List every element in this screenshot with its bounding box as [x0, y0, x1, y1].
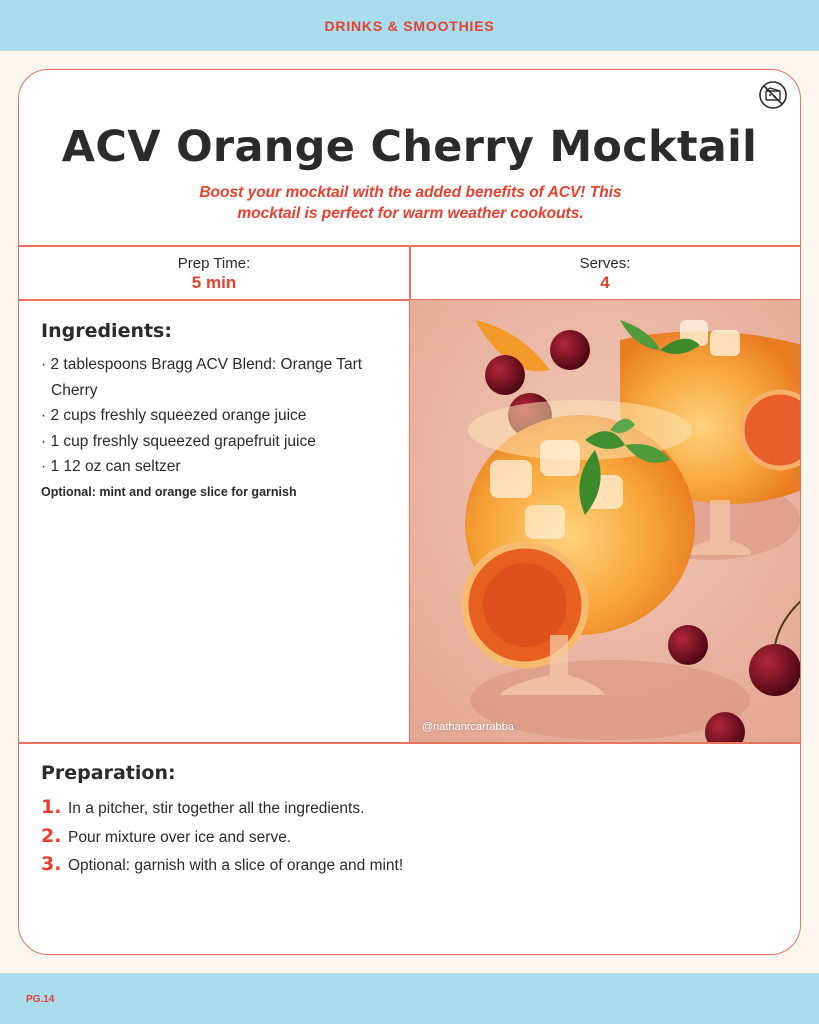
ingredient-item: · 1 cup freshly squeezed grapefruit juice — [41, 429, 401, 455]
subtitle-line: mocktail is perfect for warm weather cookouts. — [237, 205, 584, 222]
ingredient-item: · 1 12 oz can seltzer — [41, 454, 401, 480]
serves-value: 4 — [600, 273, 610, 292]
step-number: 2. — [41, 824, 62, 847]
optional-garnish-note: Optional: mint and orange slice for garnish — [41, 484, 297, 499]
footer-band — [0, 973, 819, 1024]
serves — [410, 255, 800, 293]
ingredients-heading: Ingredients: — [41, 320, 172, 342]
page-number: PG.14 — [26, 994, 55, 1005]
recipe-subtitle — [169, 182, 652, 224]
preparation-steps — [41, 794, 781, 880]
preparation-heading: Preparation: — [41, 762, 176, 784]
divider — [19, 742, 800, 744]
preparation-step — [41, 823, 781, 852]
preparation-step — [41, 794, 781, 823]
prep-time-value: 5 min — [191, 273, 237, 292]
step-text: Pour mixture over ice and serve. — [68, 828, 292, 846]
ingredients-list — [41, 352, 401, 480]
prep-time — [19, 255, 409, 293]
photo-credit: @nathanrcarrabba — [422, 721, 514, 733]
ingredient-item: · 2 cups freshly squeezed orange juice — [41, 403, 401, 429]
prep-time-label: Prep Time: — [177, 255, 251, 272]
preparation-section — [41, 762, 781, 880]
ingredient-item: · 2 tablespoons Bragg ACV Blend: Orange Tart Cherry — [41, 352, 401, 403]
step-number: 3. — [41, 853, 62, 875]
category-header-band — [0, 0, 819, 51]
recipe-card — [18, 69, 801, 955]
serves-label: Serves: — [579, 255, 631, 272]
category-label: DRINKS & SMOOTHIES — [324, 17, 495, 34]
step-number: 1. — [41, 796, 62, 818]
step-text: Optional: garnish with a slice of orange and mint! — [68, 857, 404, 874]
subtitle-line: Boost your mocktail with the added benefits of ACV! This — [199, 184, 622, 201]
no-dairy-icon — [758, 80, 788, 110]
recipe-title: ACV Orange Cherry Mocktail — [61, 122, 758, 172]
ingredients-section — [41, 320, 401, 499]
preparation-step — [41, 851, 781, 880]
mocktail-photo — [410, 300, 801, 742]
step-text: In a pitcher, stir together all the ingredients. — [68, 800, 365, 817]
